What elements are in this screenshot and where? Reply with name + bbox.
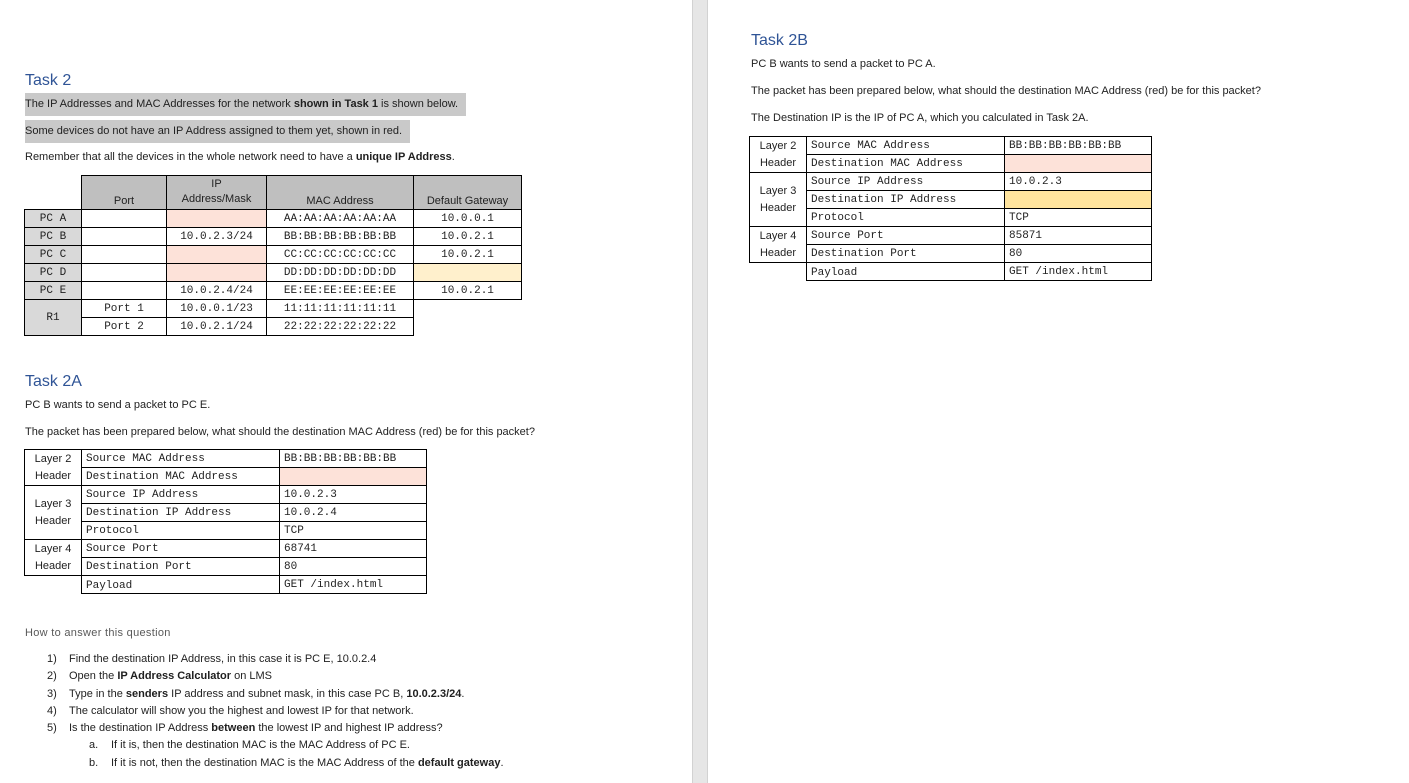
task2b-heading: Task 2B xyxy=(751,32,808,49)
table-corner xyxy=(25,176,82,210)
mac-cell: 11:11:11:11:11:11 xyxy=(267,300,414,318)
field-label: Payload xyxy=(82,576,280,594)
table-row xyxy=(25,504,427,522)
field-label: Source IP Address xyxy=(807,173,1005,191)
field-value: GET /index.html xyxy=(280,576,427,594)
field-label: Source MAC Address xyxy=(82,450,280,468)
table-row xyxy=(750,245,1152,263)
table-row xyxy=(25,246,522,264)
document-page-right xyxy=(708,0,1409,783)
step3-text-c: IP address and subnet mask, in this case PC B, xyxy=(168,687,407,700)
task2a-heading: Task 2A xyxy=(25,373,82,390)
step5b-text-a: If it is not, then the destination MAC is the MAC Address of the xyxy=(111,756,418,769)
gateway-cell-missing xyxy=(414,264,522,282)
field-label: Destination IP Address xyxy=(82,504,280,522)
layer2-text: Layer 2 Header xyxy=(34,452,72,482)
table-row xyxy=(25,558,427,576)
table-row xyxy=(750,155,1152,173)
field-label: Destination MAC Address xyxy=(807,155,1005,173)
empty-cell xyxy=(414,318,522,336)
mac-cell: 22:22:22:22:22:22 xyxy=(267,318,414,336)
field-value: TCP xyxy=(1005,209,1152,227)
table-row xyxy=(25,450,427,468)
how-to-answer-heading: How to answer this question xyxy=(25,627,171,639)
task2-line1-text-a: The IP Addresses and MAC Addresses for the network xyxy=(25,98,294,110)
field-label: Source Port xyxy=(82,540,280,558)
document-page-left xyxy=(0,0,692,783)
field-value: TCP xyxy=(280,522,427,540)
step5-text-a: Is the destination IP Address xyxy=(69,722,212,735)
port-cell xyxy=(82,228,167,246)
table-row xyxy=(25,318,522,336)
instruction-list xyxy=(47,651,504,772)
answer-cell-dst-ip[interactable] xyxy=(1005,191,1152,209)
layer2-text: Layer 2 Header xyxy=(759,139,797,169)
list-item: 4) The calculator will show you the highest and lowest IP for that network. xyxy=(47,704,414,717)
field-value: 68741 xyxy=(280,540,427,558)
field-label: Destination IP Address xyxy=(807,191,1005,209)
step4-text: The calculator will show you the highest and lowest IP for that network. xyxy=(69,704,414,717)
field-label: Destination Port xyxy=(82,558,280,576)
empty-cell xyxy=(750,263,807,281)
table-row xyxy=(750,209,1152,227)
table-row xyxy=(25,264,522,282)
gateway-cell: 10.0.2.1 xyxy=(414,282,522,300)
address-table xyxy=(24,175,522,336)
port-cell xyxy=(82,282,167,300)
step2-text-c: on LMS xyxy=(231,670,273,683)
layer3-header-label xyxy=(750,173,807,227)
mac-cell: DD:DD:DD:DD:DD:DD xyxy=(267,264,414,282)
step1-text: Find the destination IP Address, in this case it is PC E, 10.0.2.4 xyxy=(69,653,377,665)
step3-bold: senders xyxy=(125,687,169,700)
field-label: Source Port xyxy=(807,227,1005,245)
layer3-header-label xyxy=(25,486,82,540)
field-value: 10.0.2.3 xyxy=(1005,173,1152,191)
header-ip-line2: Address/Mask xyxy=(181,193,252,205)
ip-cell: 10.0.2.1/24 xyxy=(167,318,267,336)
header-ip xyxy=(167,176,267,210)
table-row xyxy=(750,137,1152,155)
step5-bold: between xyxy=(211,722,256,735)
layer3-text: Layer 3 Header xyxy=(34,497,72,527)
field-label: Source IP Address xyxy=(82,486,280,504)
list-item: 1) Find the destination IP Address, in this case it is PC E, 10.0.2.4 xyxy=(47,653,377,665)
task2a-line1: PC B wants to send a packet to PC E. xyxy=(25,399,211,411)
mac-cell: BB:BB:BB:BB:BB:BB xyxy=(267,228,414,246)
page-gutter xyxy=(692,0,708,783)
field-label: Source MAC Address xyxy=(807,137,1005,155)
task2b-line3: The Destination IP is the IP of PC A, which you calculated in Task 2A. xyxy=(751,112,1089,124)
answer-cell-dst-mac[interactable] xyxy=(1005,155,1152,173)
header-gateway: Default Gateway xyxy=(414,176,522,210)
packet-table-2b xyxy=(749,136,1152,281)
step5a-text: If it is, then the destination MAC is the MAC Address of PC E. xyxy=(111,739,410,752)
port-cell: Port 2 xyxy=(82,318,167,336)
field-label: Protocol xyxy=(807,209,1005,227)
packet-table-2a xyxy=(24,449,427,594)
header-ip-line1: IP xyxy=(211,178,222,190)
table-row xyxy=(750,173,1152,191)
table-row xyxy=(25,300,522,318)
device-cell: PC C xyxy=(25,246,82,264)
layer2-header-label xyxy=(25,450,82,486)
ip-cell-missing xyxy=(167,246,267,264)
table-row xyxy=(25,282,522,300)
ip-cell: 10.0.2.4/24 xyxy=(167,282,267,300)
empty-cell xyxy=(414,300,522,318)
list-item-sub: b. If it is not, then the destination MAC is the MAC Address of the default gateway. xyxy=(89,756,504,769)
task2-line1 xyxy=(25,97,466,111)
field-label: Destination MAC Address xyxy=(82,468,280,486)
step2-bold: IP Address Calculator xyxy=(117,670,232,683)
task2-line3 xyxy=(25,150,455,164)
ip-cell-missing xyxy=(167,210,267,228)
layer4-text: Layer 4 Header xyxy=(34,542,72,572)
empty-cell xyxy=(25,576,82,594)
table-row xyxy=(750,263,1152,281)
gateway-cell: 10.0.2.1 xyxy=(414,246,522,264)
layer4-header-label xyxy=(750,227,807,263)
address-table-header xyxy=(25,176,522,210)
port-cell xyxy=(82,246,167,264)
port-cell: Port 1 xyxy=(82,300,167,318)
task2-line1-bold: shown in Task 1 xyxy=(293,98,378,110)
task2-line3-text-c: . xyxy=(451,151,455,163)
step5b-bold: default gateway xyxy=(417,756,501,769)
field-value: 80 xyxy=(1005,245,1152,263)
device-cell: PC A xyxy=(25,210,82,228)
task2b-line1: PC B wants to send a packet to PC A. xyxy=(751,58,936,70)
task2-line2-text: Some devices do not have an IP Address assigned to them yet, shown in red. xyxy=(25,120,410,143)
task2-line3-bold: unique IP Address xyxy=(355,151,452,163)
field-label: Protocol xyxy=(82,522,280,540)
list-item: 5) Is the destination IP Address between the lowest IP and highest IP address? xyxy=(47,722,443,735)
step3-bold-ip: 10.0.2.3/24 xyxy=(406,687,462,700)
step2-text-a: Open the xyxy=(69,670,118,683)
ip-cell: 10.0.2.3/24 xyxy=(167,228,267,246)
field-value: 85871 xyxy=(1005,227,1152,245)
task2-heading: Task 2 xyxy=(25,72,72,89)
device-cell: PC D xyxy=(25,264,82,282)
list-item-sub: a. If it is, then the destination MAC is the MAC Address of PC E. xyxy=(89,739,410,752)
table-row xyxy=(25,486,427,504)
field-value: GET /index.html xyxy=(1005,263,1152,281)
layer4-header-label xyxy=(25,540,82,576)
table-row xyxy=(25,576,427,594)
header-port: Port xyxy=(82,176,167,210)
field-value: 10.0.2.4 xyxy=(280,504,427,522)
step5-text-c: the lowest IP and highest IP address? xyxy=(255,722,443,735)
task2-line2 xyxy=(25,124,410,138)
field-value: 80 xyxy=(280,558,427,576)
table-row xyxy=(750,191,1152,209)
table-row xyxy=(750,227,1152,245)
mac-cell: AA:AA:AA:AA:AA:AA xyxy=(267,210,414,228)
task2-line3-text-a: Remember that all the devices in the whole network need to have a xyxy=(25,151,356,163)
list-item: 3) Type in the senders IP address and subnet mask, in this case PC B, 10.0.2.3/24. xyxy=(47,687,465,700)
ip-cell: 10.0.0.1/23 xyxy=(167,300,267,318)
task2a-line2: The packet has been prepared below, what should the destination MAC Address (red) be for this packet? xyxy=(25,426,535,438)
field-value: BB:BB:BB:BB:BB:BB xyxy=(1005,137,1152,155)
list-item: 2) Open the IP Address Calculator on LMS xyxy=(47,670,273,683)
gateway-cell: 10.0.2.1 xyxy=(414,228,522,246)
layer4-text: Layer 4 Header xyxy=(759,229,797,259)
step5b-text-c: . xyxy=(500,756,504,769)
device-cell: PC E xyxy=(25,282,82,300)
layer3-text: Layer 3 Header xyxy=(759,184,797,214)
table-row xyxy=(25,522,427,540)
layer2-header-label xyxy=(750,137,807,173)
mac-cell: CC:CC:CC:CC:CC:CC xyxy=(267,246,414,264)
ip-cell-missing xyxy=(167,264,267,282)
header-mac: MAC Address xyxy=(267,176,414,210)
device-cell-router: R1 xyxy=(25,300,82,336)
field-label: Destination Port xyxy=(807,245,1005,263)
field-value: BB:BB:BB:BB:BB:BB xyxy=(280,450,427,468)
table-row xyxy=(25,468,427,486)
field-label: Payload xyxy=(807,263,1005,281)
gateway-cell: 10.0.0.1 xyxy=(414,210,522,228)
mac-cell: EE:EE:EE:EE:EE:EE xyxy=(267,282,414,300)
table-row xyxy=(25,210,522,228)
device-cell: PC B xyxy=(25,228,82,246)
table-row xyxy=(25,540,427,558)
port-cell xyxy=(82,264,167,282)
answer-cell-dst-mac[interactable] xyxy=(280,468,427,486)
port-cell xyxy=(82,210,167,228)
field-value: 10.0.2.3 xyxy=(280,486,427,504)
table-row xyxy=(25,228,522,246)
task2b-line2: The packet has been prepared below, what should the destination MAC Address (red) be for this packet? xyxy=(751,85,1261,97)
task2-line1-text-c: is shown below. xyxy=(377,98,459,110)
step3-text-a: Type in the xyxy=(69,687,126,700)
